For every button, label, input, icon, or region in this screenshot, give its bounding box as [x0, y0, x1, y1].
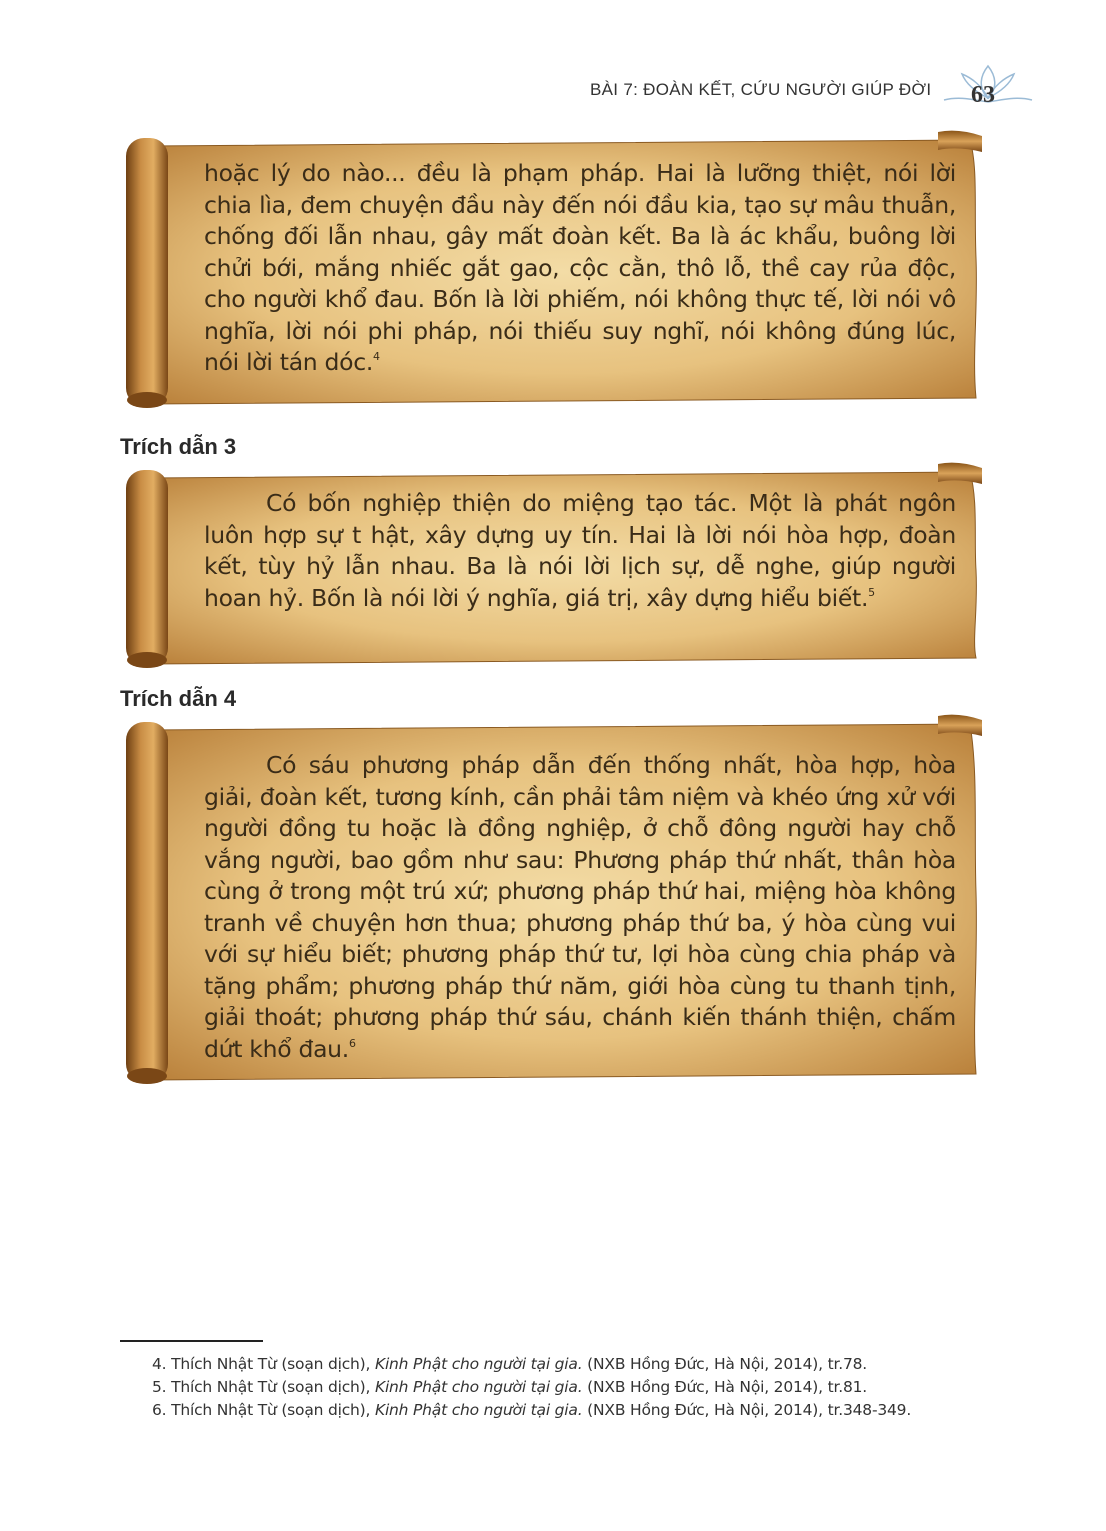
footnote-ref-6[interactable]: 6	[348, 1036, 356, 1050]
footnote-6-title: Kinh Phật cho người tại gia.	[374, 1401, 583, 1419]
footnote-6-publisher: (NXB Hồng Đức, Hà Nội, 2014), tr.348-349.	[582, 1401, 912, 1419]
footnote-ref-5[interactable]: 5	[868, 585, 875, 599]
footnote-6-author: 6. Thích Nhật Từ (soạn dịch),	[152, 1401, 375, 1419]
quote-3-body: Có bốn nghiệp thiện do miệng tạo tác. Một là phát ngôn luôn hợp sự t hật, xây dựng uy tín. Hai là lời nói hòa hợp, đoàn kết, tùy hỷ lẫn nhau. Ba là nói lời lịch sự, dễ nghe, giúp người hoan hỷ. Bốn là nói lời ý nghĩa, giá trị, xây dựng hiểu biết.	[204, 489, 956, 612]
footnote-4-author: 4. Thích Nhật Từ (soạn dịch),	[152, 1355, 375, 1373]
footnotes	[120, 1353, 996, 1422]
parchment-scroll-3	[120, 712, 992, 1086]
footnote-4-title: Kinh Phật cho người tại gia.	[374, 1355, 583, 1373]
footnote-5	[120, 1376, 996, 1399]
quote-4-body: Có sáu phương pháp dẫn đến thống nhất, hòa hợp, hòa giải, đoàn kết, tương kính, cần phải tâm niệm và khéo ứng xử với người đồng tu hoặc là đồng nghiệp, ở chỗ đông người hay chỗ vắng người, bao gồm như sau: Phương pháp thứ nhất, thân hòa cùng ở trong một trú xứ; phương pháp thứ hai, miệng hòa không tranh về chuyện hơn thua; phương pháp thứ ba, ý hòa cùng vui với sự hiểu biết; phương pháp thứ tư, lợi hòa cùng chia pháp và tặng phẩm; phương pháp thứ năm, giới hòa cùng tu thanh tịnh, giải thoát; phương pháp thứ sáu, chánh kiến thánh thiện, chấm dứt khổ đau.	[204, 751, 956, 1063]
scroll-1-body: hoặc lý do nào... đều là phạm pháp. Hai là lưỡng thiệt, nói lời chia lìa, đem chuyện đầu này đến nói đầu kia, tạo sự mâu thuẫn, chống đối lẫn nhau, gây mất đoàn kết. Ba là ác khẩu, buông lời chửi bới, mắng nhiếc gắt gao, cộc cằn, thô lỗ, thề cay rủa độc, cho người khổ đau. Bốn là lời phiếm, nói không thực tế, lời nói vô nghĩa, lời nói phi pháp, nói thiếu suy nghĩ, nói không đúng lúc, nói lời tán dóc.	[204, 159, 956, 376]
scroll-3-text	[204, 750, 956, 1065]
footnote-4-publisher: (NXB Hồng Đức, Hà Nội, 2014), tr.78.	[582, 1355, 868, 1373]
heading-quote-3: Trích dẫn 3	[120, 434, 237, 459]
scroll-2-text	[204, 488, 956, 614]
footnote-divider	[120, 1340, 263, 1342]
footnote-5-author: 5. Thích Nhật Từ (soạn dịch),	[152, 1378, 375, 1396]
scroll-1-text	[204, 158, 956, 379]
page-number: 63	[971, 82, 995, 108]
parchment-scroll-1	[120, 128, 992, 410]
running-header-title: BÀI 7: ĐOÀN KẾT, CỨU NGƯỜI GIÚP ĐỜI	[590, 80, 932, 99]
footnote-ref-4[interactable]: 4	[373, 350, 380, 363]
footnote-5-publisher: (NXB Hồng Đức, Hà Nội, 2014), tr.81.	[582, 1378, 868, 1396]
footnote-5-title: Kinh Phật cho người tại gia.	[374, 1378, 583, 1396]
footnote-6	[120, 1399, 996, 1422]
parchment-scroll-2	[120, 460, 992, 670]
footnote-4	[120, 1353, 996, 1376]
heading-quote-4: Trích dẫn 4	[120, 686, 237, 711]
